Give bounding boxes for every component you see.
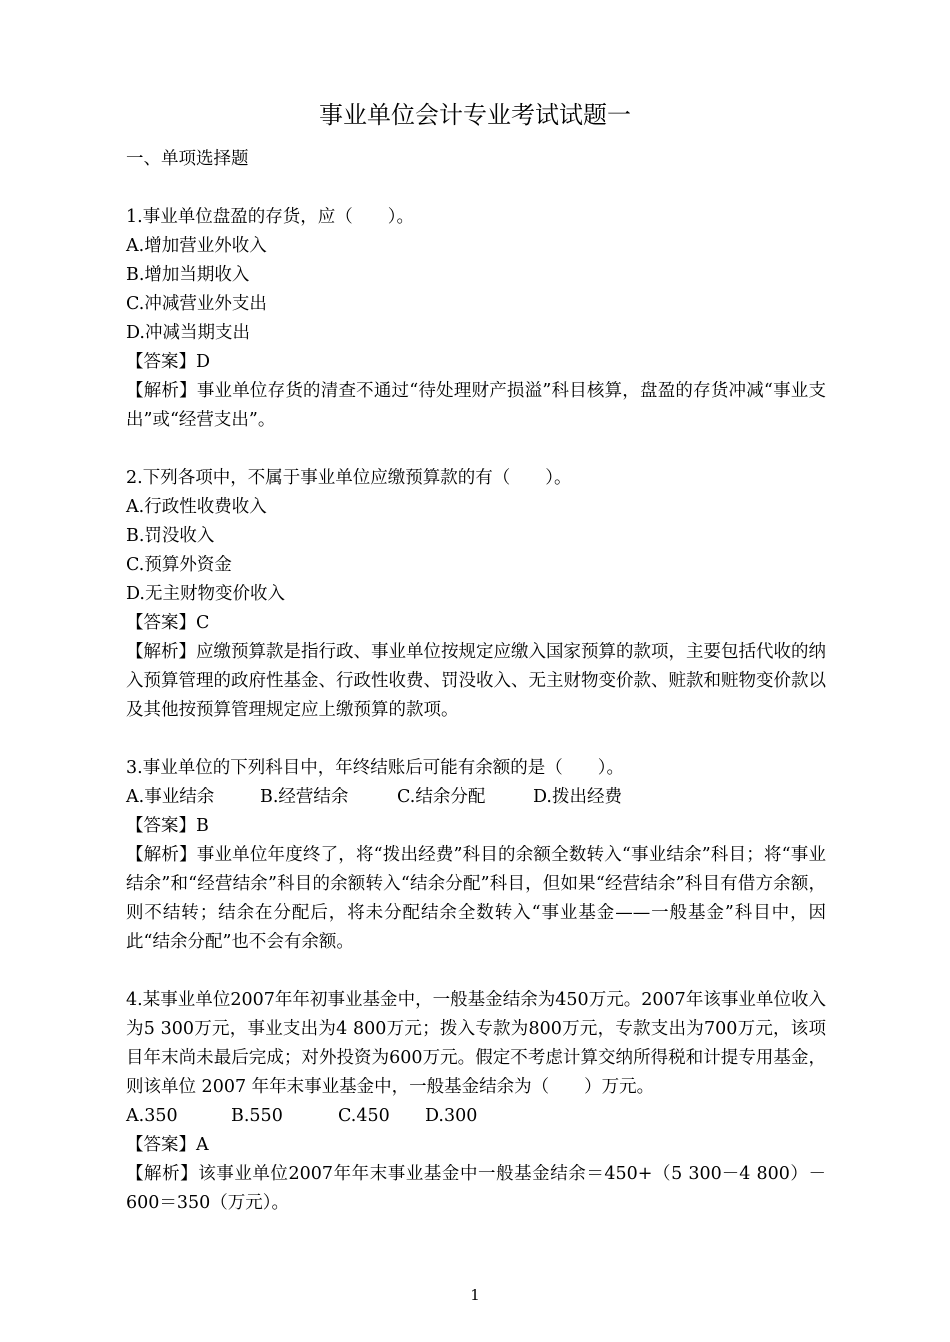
option-c: C.450 bbox=[338, 1106, 390, 1126]
question-stem: 3.事业单位的下列科目中，年终结账后可能有余额的是（ ）。 bbox=[126, 758, 624, 778]
option-b: B.增加当期收入 bbox=[126, 265, 250, 285]
question-4 bbox=[126, 986, 826, 1218]
options-row bbox=[126, 1102, 826, 1131]
option-a: A.350 bbox=[126, 1106, 178, 1126]
option-a: A.增加营业外收入 bbox=[126, 236, 267, 256]
section-heading: 一、单项选择题 bbox=[126, 149, 249, 169]
option-a: A.行政性收费收入 bbox=[126, 497, 267, 517]
option-b: B.550 bbox=[231, 1106, 283, 1126]
question-1 bbox=[126, 203, 826, 435]
option-a: A.事业结余 bbox=[126, 787, 215, 807]
answer: 【答案】C bbox=[126, 613, 210, 633]
page-number: 1 bbox=[470, 1286, 480, 1304]
page-title: 事业单位会计专业考试试题一 bbox=[319, 101, 631, 129]
option-d: D.无主财物变价收入 bbox=[126, 584, 285, 604]
analysis: 【解析】该事业单位2007年年末事业基金中一般基金结余＝450+（5 300－4 800）－600＝350（万元）。 bbox=[126, 1164, 826, 1213]
answer: 【答案】A bbox=[126, 1135, 209, 1155]
options-row bbox=[126, 783, 826, 812]
blank-line bbox=[126, 725, 826, 754]
answer: 【答案】B bbox=[126, 816, 209, 836]
blank-line bbox=[126, 174, 826, 203]
document-body bbox=[126, 145, 826, 1218]
question-2 bbox=[126, 464, 826, 725]
analysis: 【解析】事业单位年度终了，将“拨出经费”科目的余额全数转入“事业结余”科目；将“事业结余”和“经营结余”科目的余额转入“结余分配”科目，但如果“经营结余”科目有借方余额，则不结转；结余在分配后，将未分配结余全数转入“事业基金——一般基金”科目中，因此“结余分配”也不会有余额。 bbox=[126, 845, 826, 952]
option-d: D.拨出经费 bbox=[533, 787, 622, 807]
question-stem: 2.下列各项中，不属于事业单位应缴预算款的有（ ）。 bbox=[126, 468, 572, 488]
option-c: C.预算外资金 bbox=[126, 555, 232, 575]
answer: 【答案】D bbox=[126, 352, 211, 372]
option-c: C.冲减营业外支出 bbox=[126, 294, 267, 314]
option-b: B.罚没收入 bbox=[126, 526, 215, 546]
question-stem: 1.事业单位盘盈的存货，应（ ）。 bbox=[126, 207, 414, 227]
option-d: D.冲减当期支出 bbox=[126, 323, 250, 343]
analysis: 【解析】事业单位存货的清查不通过“待处理财产损溢”科目核算，盘盈的存货冲减“事业支出”或“经营支出”。 bbox=[126, 381, 826, 430]
option-c: C.结余分配 bbox=[397, 787, 486, 807]
question-3 bbox=[126, 754, 826, 957]
blank-line bbox=[126, 957, 826, 986]
option-d: D.300 bbox=[425, 1106, 478, 1126]
option-b: B.经营结余 bbox=[260, 787, 349, 807]
analysis: 【解析】应缴预算款是指行政、事业单位按规定应缴入国家预算的款项，主要包括代收的纳入预算管理的政府性基金、行政性收费、罚没收入、无主财物变价款、赃款和赃物变价款以及其他按预算管理规定应上缴预算的款项。 bbox=[126, 642, 826, 720]
blank-line bbox=[126, 435, 826, 464]
question-stem: 4.某事业单位2007年年初事业基金中，一般基金结余为450万元。2007年该事业单位收入为5 300万元，事业支出为4 800万元；拨入专款为800万元，专款支出为700万元，该项目年末尚未最后完成；对外投资为600万元。假定不考虑计算交纳所得税和计提专用基金，则该单位 2007 年年末事业基金中，一般基金结余为（ ）万元。 bbox=[126, 990, 826, 1097]
